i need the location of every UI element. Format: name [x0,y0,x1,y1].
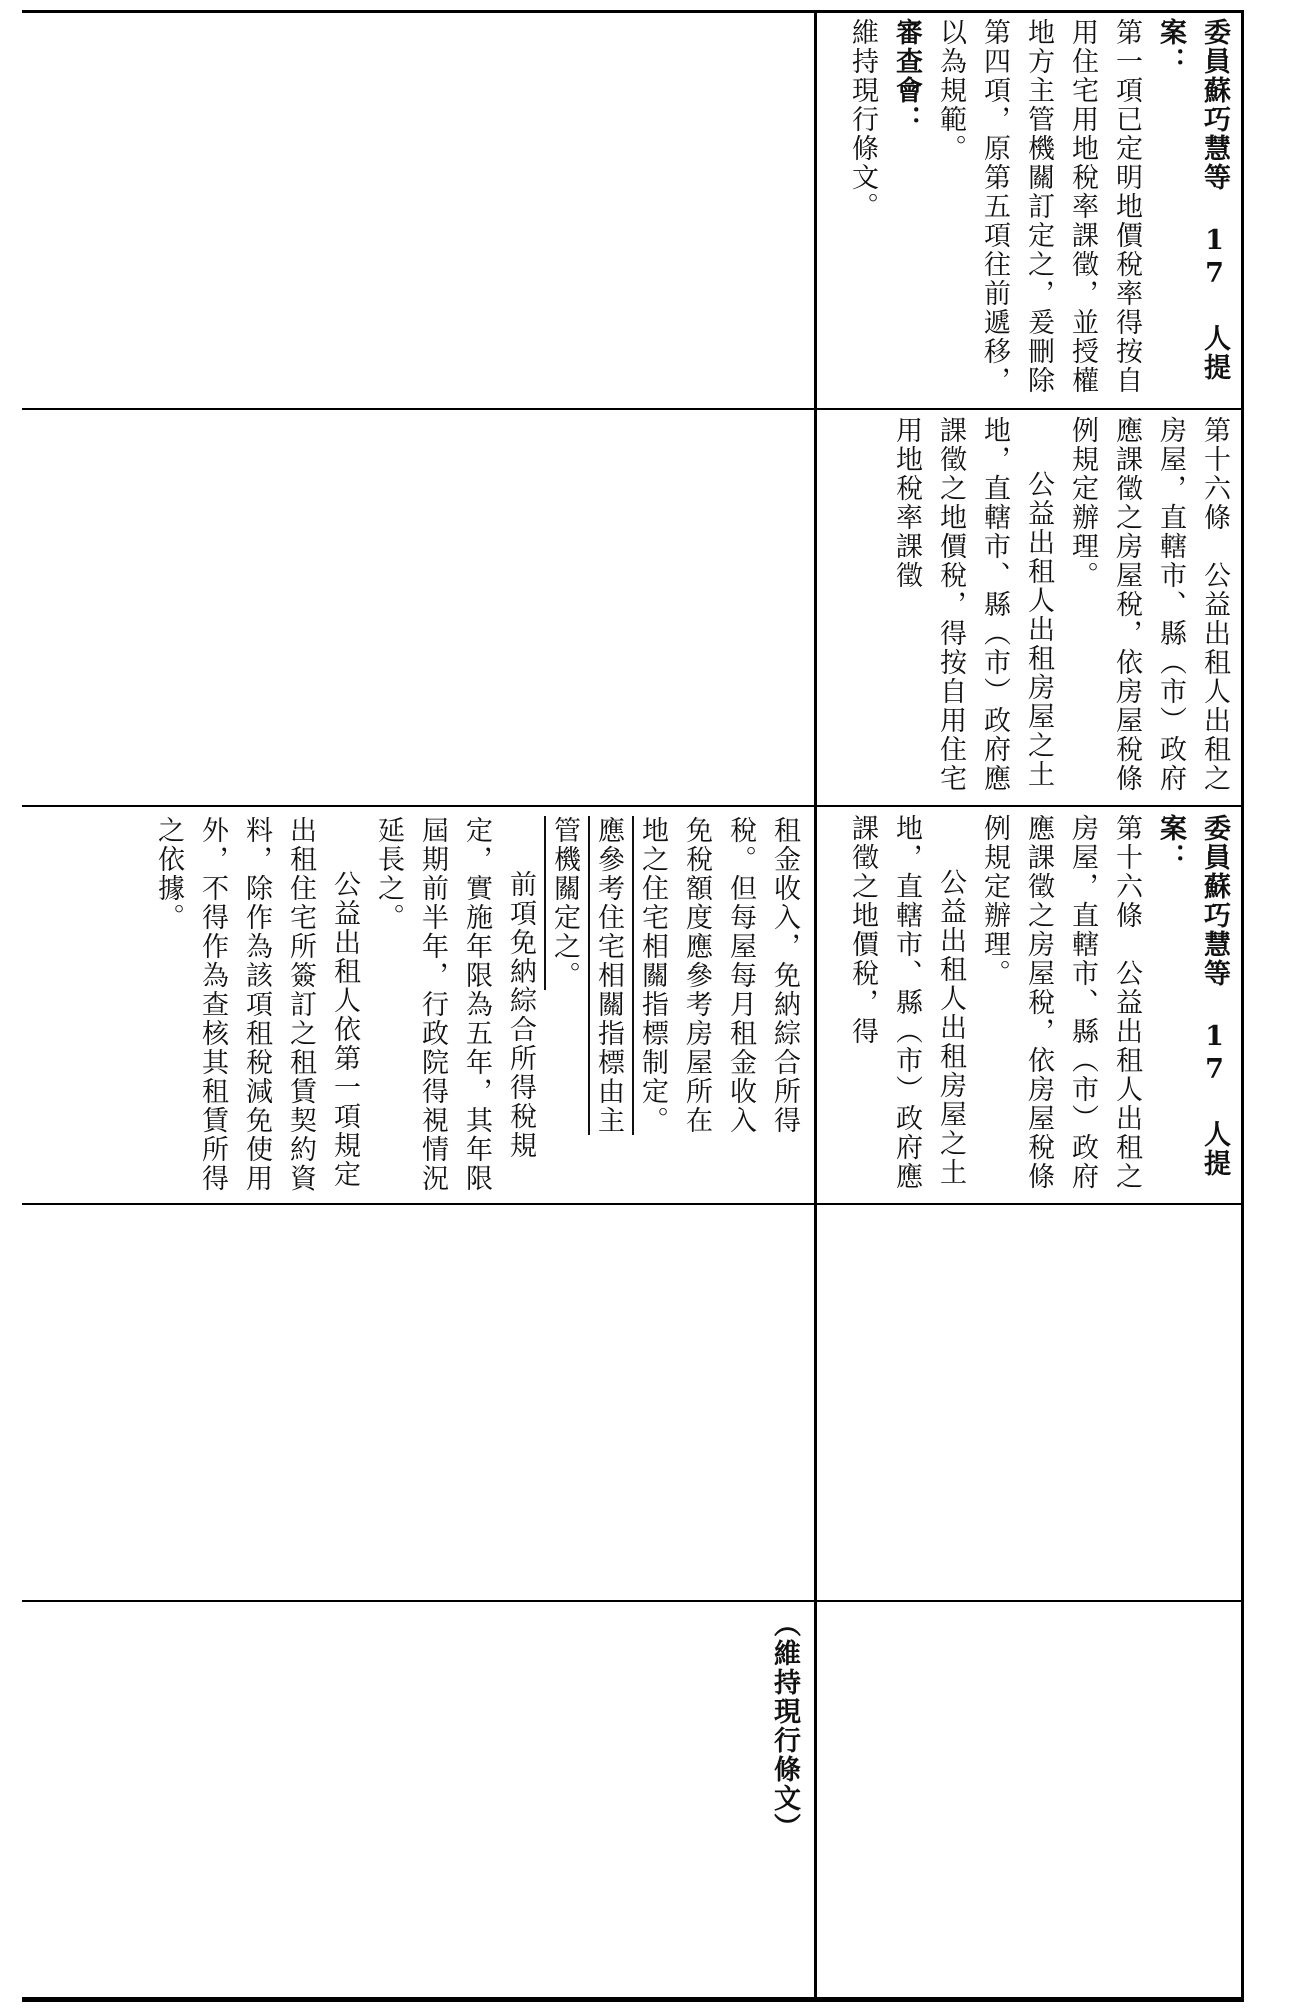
cell-left-status [36,1610,806,1992]
article-text: 第十六條 公益出租人出租之房屋，直轄市、縣（市）政府應課徵之房屋稅，依房屋稅條例規定辦理。 [1067,416,1230,793]
table-divider-vertical [814,10,817,2002]
explanation-text: 第一項已定明地價稅率得按自用住宅用地稅率課徵，並授權地方主管機關訂定之，爰刪除第四項，原第五項往前遞移，以為規範。 [935,18,1142,395]
row-divider-1 [22,408,1244,410]
proposal-heading: 委員蘇巧慧等 17 人提案： [1155,18,1230,382]
text-line: 租金收入，免納綜合所得 [769,816,800,1135]
underlined-text-line: 地之住宅相關指標制定。 [637,816,668,1135]
text-line: 免稅額度應參考房屋所在 [681,816,712,1135]
cell-right-explanation [822,18,1236,402]
row-divider-2 [22,805,1244,807]
paragraph-2: 前項免納綜合所得稅規定，實施年限為五年，其年限屆期前半年，行政院得視情況延長之。 [373,816,536,1193]
article-text: 公益出租人出租房屋之土地，直轄市、縣（市）政府應課徵之地價稅，得 [847,814,966,1191]
underlined-text-line: 應參考住宅相關指標由主 [593,816,624,1135]
article-text: 第十六條 公益出租人出租之房屋，直轄市、縣（市）政府應課徵之房屋稅，依房屋稅條例規定辦理。 [979,814,1142,1191]
row-divider-4 [22,1600,1244,1602]
table-border-right [1241,10,1244,2002]
cell-right-current-article [822,416,1236,800]
proposal-heading: 委員蘇巧慧等 17 人提案： [1155,814,1230,1178]
article-text: 公益出租人出租房屋之土地，直轄市、縣（市）政府應課徵之地價稅，得按自用住宅用地稅率課徵 [891,416,1054,793]
table-border-bottom [22,1997,1244,2002]
status-text: （維持現行條文） [769,1610,800,1842]
paragraph-3: 公益出租人依第一項規定出租住宅所簽訂之租賃契約資料，除作為該項租稅減免使用外，不得作為查核其租賃所得之依據。 [153,816,360,1193]
row-divider-3 [22,1203,1244,1205]
table-border-top [22,10,1244,13]
review-heading: 審查會： [891,18,922,134]
review-text: 維持現行條文。 [847,18,878,221]
underlined-text-line: 管機關定之。 [549,816,580,990]
document-table [22,10,1244,2003]
cell-right-proposal-article [822,814,1236,1198]
text-line: 稅。但每屋每月租金收入 [725,816,756,1135]
cell-left-amendment-text [36,816,806,1196]
